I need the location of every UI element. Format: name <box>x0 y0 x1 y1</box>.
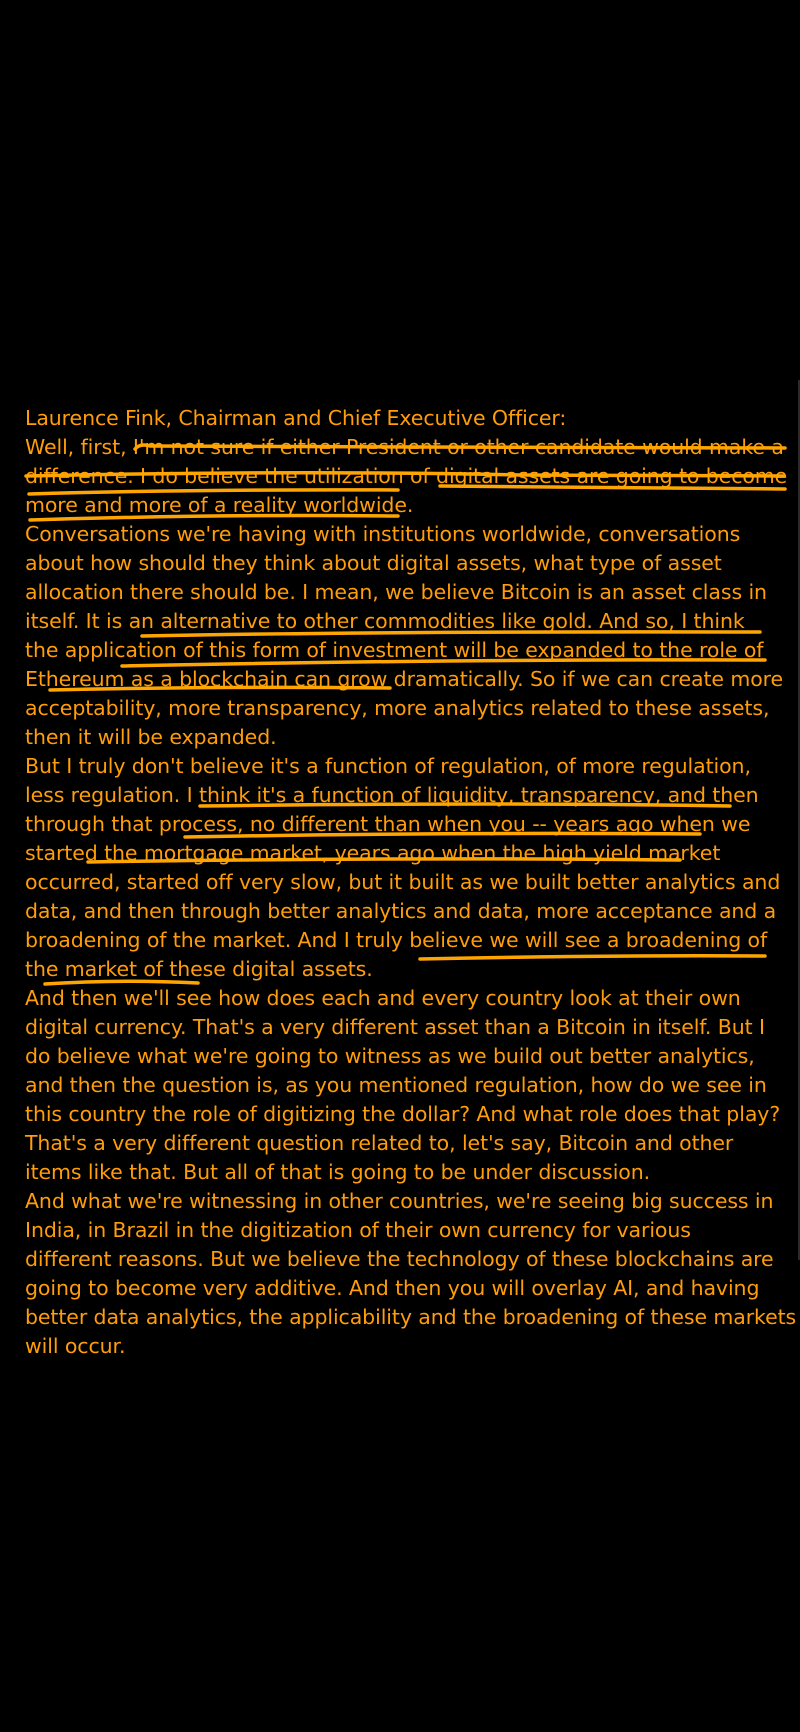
transcript-line: better data analytics, the applicability and the broadening of these markets <box>25 1305 797 1329</box>
transcript-line: digital currency. That's a very different asset than a Bitcoin in itself. But I <box>25 1015 765 1039</box>
transcript-line: and then the question is, as you mentioned regulation, how do we see in <box>25 1073 767 1097</box>
transcript-line: And what we're witnessing in other countries, we're seeing big success in <box>25 1189 774 1213</box>
transcript-line: about how should they think about digital assets, what type of asset <box>25 551 722 575</box>
transcript-line: Ethereum as a blockchain can grow dramatically. So if we can create more <box>25 667 784 691</box>
transcript-line: more and more of a reality worldwide. <box>25 493 414 517</box>
transcript-line: broadening of the market. And I truly believe we will see a broadening of <box>25 928 768 952</box>
transcript-line: acceptability, more transparency, more analytics related to these assets, <box>25 696 770 720</box>
transcript-line: India, in Brazil in the digitization of their own currency for various <box>25 1218 691 1242</box>
transcript-line: then it will be expanded. <box>25 725 277 749</box>
transcript-line: started the mortgage market, years ago when the high yield market <box>25 841 721 865</box>
transcript-line: do believe what we're going to witness as we build out better analytics, <box>25 1044 755 1068</box>
transcript-line: different reasons. But we believe the technology of these blockchains are <box>25 1247 774 1271</box>
speaker-line: Laurence Fink, Chairman and Chief Executive Officer: <box>25 406 567 430</box>
transcript-line: And then we'll see how does each and every country look at their own <box>25 986 741 1010</box>
transcript-line: the application of this form of investment will be expanded to the role of <box>25 638 764 662</box>
transcript-line: through that process, no different than when you -- years ago when we <box>25 812 751 836</box>
transcript-line: will occur. <box>25 1334 126 1358</box>
transcript-line: occurred, started off very slow, but it built as we built better analytics and <box>25 870 781 894</box>
transcript-line: the market of these digital assets. <box>25 957 373 981</box>
transcript-line: itself. It is an alternative to other commodities like gold. And so, I think <box>25 609 745 633</box>
transcript-line: difference. I do believe the utilization of digital assets are going to become <box>25 464 788 488</box>
transcript-line: But I truly don't believe it's a function of regulation, of more regulation, <box>25 754 751 778</box>
transcript-line: allocation there should be. I mean, we believe Bitcoin is an asset class in <box>25 580 767 604</box>
transcript-line: going to become very additive. And then you will overlay AI, and having <box>25 1276 760 1300</box>
transcript-line: data, and then through better analytics and data, more acceptance and a <box>25 899 777 923</box>
transcript-line: Conversations we're having with institutions worldwide, conversations <box>25 522 741 546</box>
transcript-line: less regulation. I think it's a function of liquidity, transparency, and then <box>25 783 759 807</box>
transcript-line: Well, first, I'm not sure if either President or other candidate would make a <box>25 435 784 459</box>
transcript-line: this country the role of digitizing the dollar? And what role does that play? <box>25 1102 781 1126</box>
transcript-body <box>25 404 795 1361</box>
transcript-line: That's a very different question related to, let's say, Bitcoin and other <box>25 1131 734 1155</box>
transcript-line: items like that. But all of that is going to be under discussion. <box>25 1160 651 1184</box>
